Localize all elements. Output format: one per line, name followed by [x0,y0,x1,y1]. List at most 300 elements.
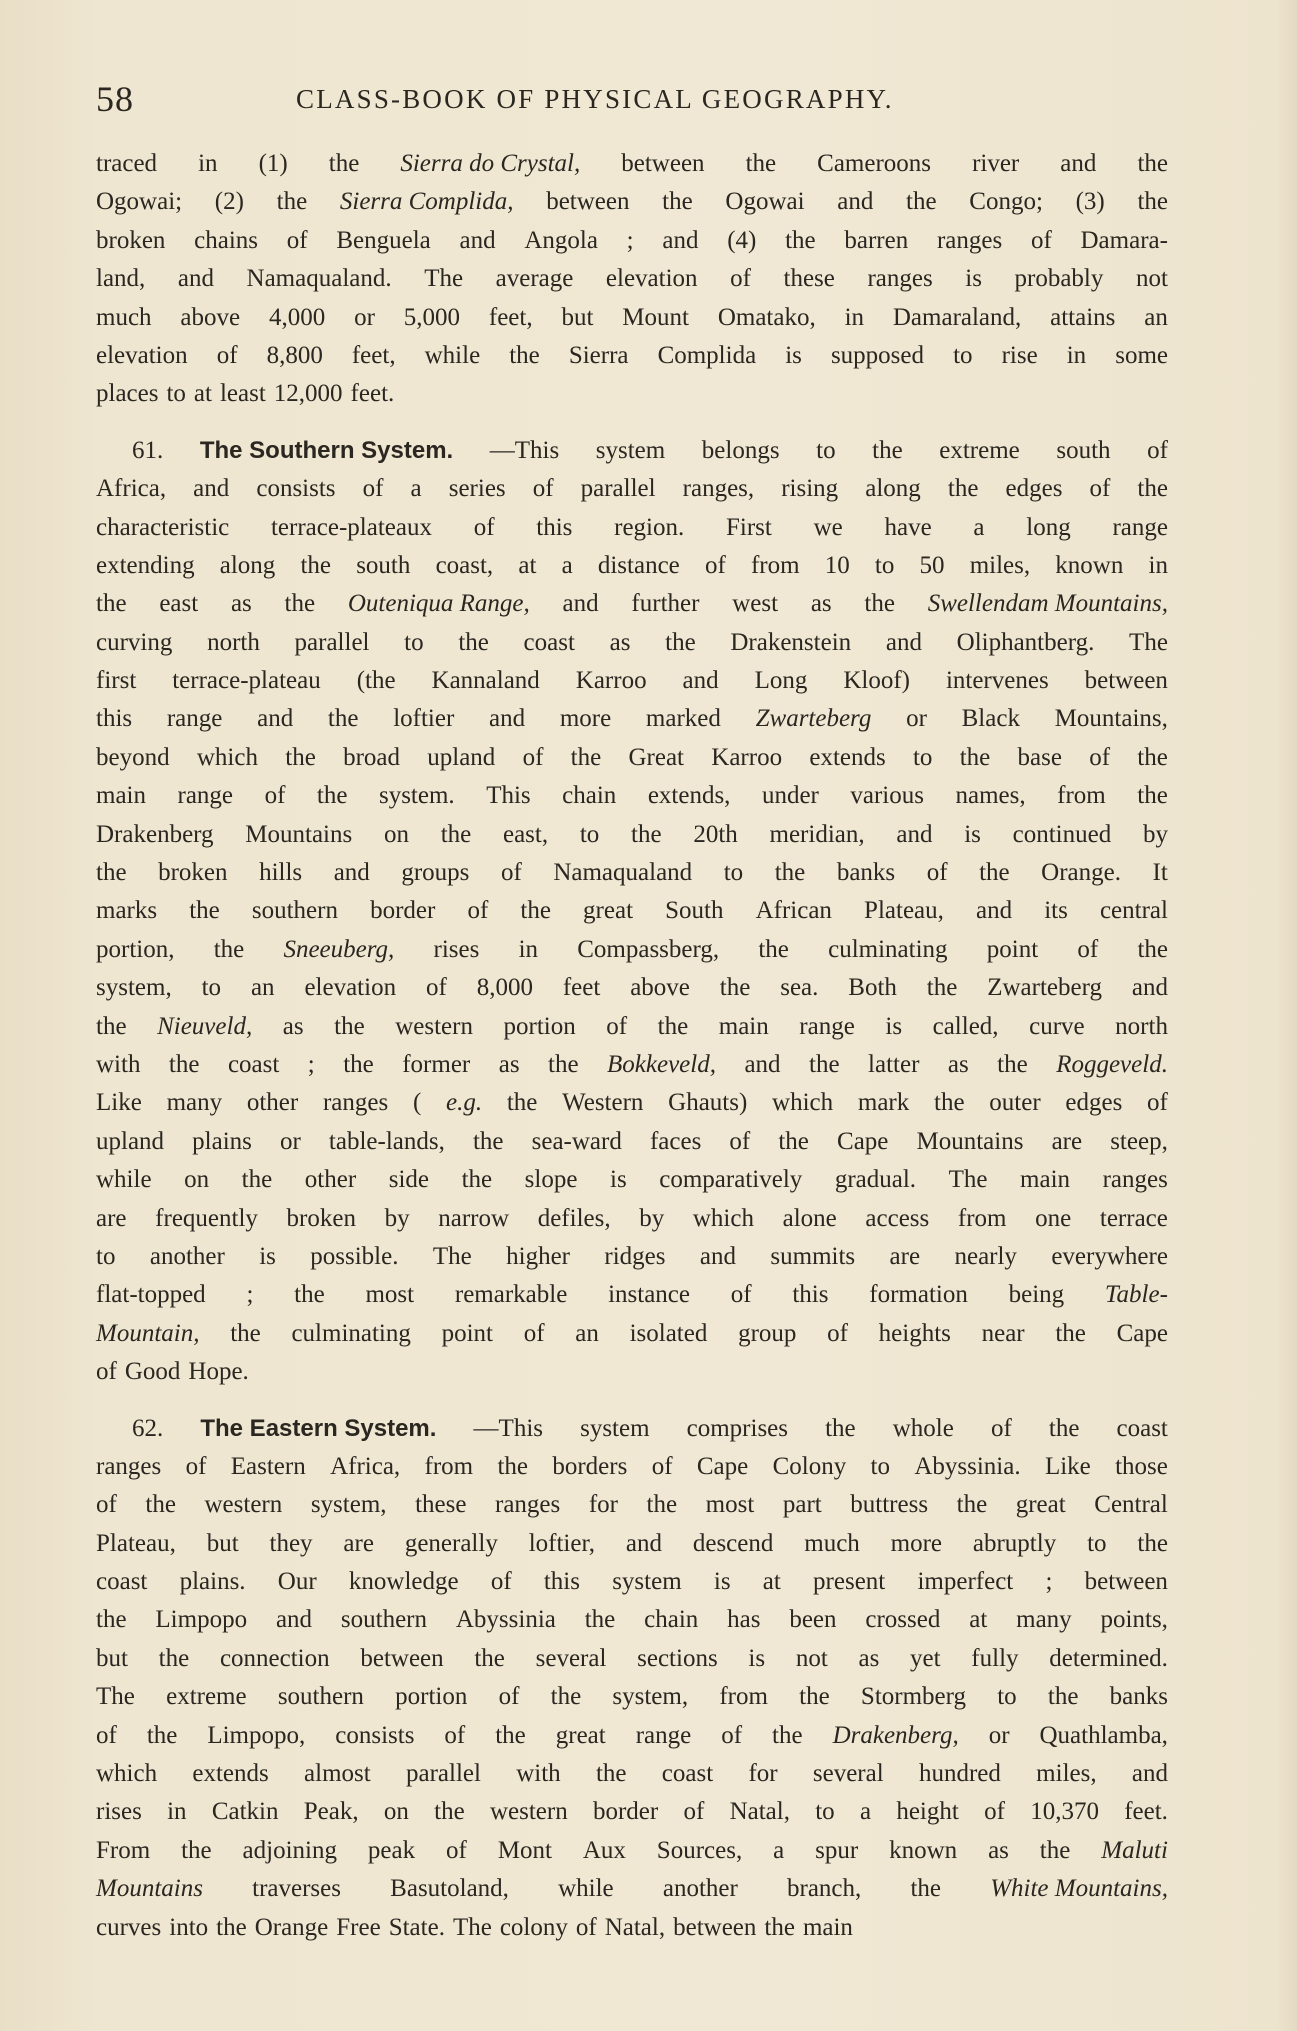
text-line [96,897,1168,935]
word: many [1016,1606,1072,1634]
word: Natal, [729,1798,790,1826]
running-header [96,78,1176,128]
word: (3) [1075,188,1105,216]
word: generally [404,1529,498,1557]
text-line [96,1683,1168,1721]
word: north [207,628,260,656]
word: southern [251,897,338,925]
text-line [96,188,1168,226]
word: the [497,1452,529,1480]
word: range [166,705,223,733]
word: Kloof) [843,667,910,695]
word: and [1131,1760,1168,1788]
text-line [96,380,1168,418]
word: and [177,265,214,293]
text-line [96,1760,1168,1798]
word: but [206,1529,239,1557]
word: of [96,1721,117,1749]
word: from [957,1204,1007,1232]
word: and [459,226,496,254]
word: Catkin [211,1798,279,1826]
word: feet [562,974,601,1002]
text-line [96,1491,1168,1529]
word: to [870,1452,890,1480]
word: an [575,1319,599,1347]
word: land, [96,265,146,293]
word: of [1030,226,1052,254]
word: The [96,1683,135,1711]
word: in [844,303,865,331]
word: (the [356,667,396,695]
word: the [294,1281,325,1309]
word: the [276,188,308,216]
word: former [402,1050,471,1078]
word: Sources, [656,1836,743,1864]
word: first [96,667,137,695]
word: the [764,1913,795,1941]
word: is [610,1166,627,1194]
word: of [446,1836,467,1864]
word: by [1142,820,1168,848]
italic-term: e.g. [446,1089,483,1117]
word: the [662,188,693,216]
word: the [631,820,662,848]
word: the [584,1606,616,1634]
word: to [816,436,836,464]
word: while [424,341,481,369]
word: is [713,1568,731,1596]
word: the [570,743,602,771]
word: extending [96,551,195,579]
text-line [96,552,1168,590]
word: Mountains, [1054,705,1168,733]
word: the [1055,1319,1086,1347]
italic-term: Maluti [1101,1836,1168,1864]
word: the [809,1050,840,1078]
word: flat-topped [96,1281,206,1309]
word: terrace-plateaux [270,513,432,541]
word: of [651,1452,673,1480]
word: The [452,1913,492,1941]
word: determined. [1049,1644,1168,1672]
word: the [506,1089,538,1117]
word: into [169,1913,209,1941]
word: between [1084,667,1168,695]
word: ; [626,226,634,254]
word: Cape [837,1127,889,1155]
word: ranges, [682,475,755,503]
word: more [559,705,612,733]
word: and [562,590,599,618]
word: is [964,820,981,848]
word: continued [1012,820,1112,848]
word: fully [971,1644,1019,1672]
word: Like [96,1089,142,1117]
word: most [365,1281,415,1309]
word: on [383,820,409,848]
word: the [1137,150,1168,177]
word: instance [608,1281,690,1309]
word: rise [1001,341,1038,369]
word: coast [96,1568,148,1596]
word: the [96,859,127,887]
word: the [910,1875,942,1903]
word: these [415,1491,467,1519]
text-line [96,974,1168,1012]
word: the [328,150,360,177]
word: mark [857,1089,910,1117]
word: banks [1109,1683,1168,1711]
word: are [1051,1127,1083,1155]
word: plains [192,1127,252,1155]
word: faces [649,1127,702,1155]
word: system, [612,1683,689,1711]
word: of [532,475,554,503]
word: the [458,628,489,656]
word: the [216,1913,247,1941]
word: of [96,1491,117,1519]
word: latter [868,1050,920,1078]
word: rises [96,1798,142,1826]
italic-term: Sierra do Crystal, [400,150,581,177]
word: frequently [155,1204,258,1232]
word: along [865,475,921,503]
word: plains. [179,1568,246,1596]
word: to [953,341,973,369]
word: and [333,859,370,887]
word: part [782,1491,822,1519]
word: the [334,1012,365,1040]
word: comparatively [659,1166,803,1194]
word: 20th [693,820,738,848]
word: curving [96,628,173,656]
italic-term: Swellendam Mountains, [927,590,1168,618]
word: feet, [488,303,533,331]
word: Namaqualand [553,859,693,887]
word: the [872,436,903,464]
text-line [96,1281,1168,1319]
word: of [1147,436,1168,464]
word: between [546,188,630,216]
word: several [812,1760,884,1788]
word: the [548,1050,579,1078]
word: Like [1044,1452,1091,1480]
word: It [1152,859,1168,887]
word: Drakenstein [730,628,852,656]
word: adjoining [242,1836,337,1864]
word: Angola [524,226,598,254]
word: ranges [322,1089,389,1117]
italic-term: Roggeveld. [1056,1050,1168,1078]
word: of [606,1012,628,1040]
text-line [96,265,1168,303]
word: base [1017,743,1062,771]
text-line [96,304,1168,342]
word: under [761,782,819,810]
italic-term: Drakenberg, [832,1721,959,1749]
word: elevation [96,341,188,369]
word: of [730,265,751,293]
word: have [884,513,932,541]
word: great [1015,1491,1066,1519]
word: coast [523,628,575,656]
word: 4,000 [268,303,326,331]
word: of [984,1798,1005,1826]
word: broad [343,743,400,771]
word: region. [614,513,685,541]
text-line [96,1243,1168,1281]
word: slope [524,1166,578,1194]
text-line [96,821,1168,859]
word: the [96,1012,127,1040]
word: from [719,1683,768,1711]
paragraph [96,437,1168,1397]
word: supposed [830,341,925,369]
word: ; [307,1050,315,1078]
word: western [489,1798,568,1826]
text-line [96,1798,1168,1836]
word: Benguela [336,226,431,254]
word: the [926,974,958,1002]
word: we [813,513,843,541]
word: the [1047,1683,1079,1711]
paragraph-gap [96,419,1168,437]
word: main [1020,1166,1071,1194]
word: above [630,974,690,1002]
word: and [257,705,294,733]
word: loftier, [528,1529,596,1557]
word: between [673,1913,757,1941]
word: Limpopo, [207,1721,306,1749]
word: or [354,303,375,331]
word: feet. [1124,1798,1168,1826]
word: which [96,1760,158,1788]
word: which [196,743,258,771]
word: State. [388,1913,445,1941]
word: Compassberg, [577,935,720,963]
word: culminating [291,1319,411,1347]
word: for [748,1760,778,1788]
word: to [96,1242,116,1270]
word: as [810,590,832,618]
text-line [96,590,1168,628]
italic-term: Sneeuberg, [283,935,395,963]
word: portion [503,1012,576,1040]
word: intervenes [945,667,1049,695]
word: names, [955,782,1026,810]
word: of [473,513,495,541]
word: a [561,551,573,579]
text-line [96,1645,1168,1683]
text-line [96,475,1168,513]
word: Peak, [303,1798,359,1826]
word: ranges [1102,1166,1168,1194]
word: a [859,1798,872,1826]
word: elevation [605,265,698,293]
word: Abyssinia [455,1606,556,1634]
paragraph-gap [96,1397,1168,1415]
word: (2) [214,188,244,216]
word: many [166,1089,223,1117]
word: and [837,188,874,216]
word: Quathlamba, [1039,1721,1168,1749]
word: of [500,859,522,887]
word: and [275,1606,313,1634]
word: the [799,1683,830,1711]
word: this [96,705,133,733]
word: chain [562,782,617,810]
word: an [1144,303,1168,331]
word: a [773,1836,785,1864]
word: while [558,1875,614,1903]
word: parallel [294,628,370,656]
word: least [219,380,266,408]
word: Natal, [604,1913,666,1941]
word: ranges [495,1491,561,1519]
word: traverses [252,1875,341,1903]
word: the [1137,782,1168,810]
word: feet. [350,380,395,408]
word: as [282,1012,304,1040]
word: or [279,1127,301,1155]
word: western [395,1012,473,1040]
word: Mountains [916,1127,1024,1155]
word: and [744,1050,781,1078]
word: not [1135,265,1168,293]
word: Black [961,705,1020,733]
word: ranges [96,1452,162,1480]
word: has [727,1606,761,1634]
word: further [631,590,700,618]
word: Namaqualand. [246,265,392,293]
italic-term: Mountain, [96,1319,200,1347]
word: the [461,1166,493,1194]
word: crossed [865,1606,941,1634]
word: the [343,1050,374,1078]
word: to [912,743,933,771]
word: the [146,1721,178,1749]
word: at [193,380,212,408]
word: the [189,897,220,925]
word: portion, [96,935,175,963]
text-line [96,1128,1168,1166]
word: another [662,1875,738,1903]
text-line [96,1837,1168,1875]
word: almost [304,1760,371,1788]
word: the [181,1836,212,1864]
word: edges [1065,1089,1123,1117]
word: to [166,380,186,408]
word: isolated [629,1319,708,1347]
word: in [518,935,539,963]
word: to [201,974,222,1002]
word: is [785,341,802,369]
word: extreme [166,1683,247,1711]
word: Our [277,1568,317,1596]
word: of [264,782,286,810]
word: of [1089,743,1111,771]
word: Zwarteberg [987,974,1102,1002]
word: hills [259,859,303,887]
italic-term: Bokkeveld, [607,1050,716,1078]
word: marks [96,897,158,925]
text-line [96,227,1168,265]
word: the [285,743,316,771]
word: sections [637,1644,718,1672]
word: the [646,1491,678,1519]
word: Orange [254,1913,329,1941]
word: barren [844,226,909,254]
section-heading: The Southern System. [199,436,454,464]
page-edge-shadow [1275,0,1297,2031]
word: ranges [867,265,933,293]
word: Africa, [96,475,167,503]
word: (1) [258,150,288,177]
word: This [486,782,531,810]
word: in [1148,551,1168,579]
word: consists [335,1721,415,1749]
word: coast [661,1760,714,1788]
word: south [1056,436,1111,464]
word: extends [809,743,886,771]
text-line [96,782,1168,820]
word: The [432,1242,472,1270]
word: Central [1094,1491,1168,1519]
text-line [96,1051,1168,1089]
word: above [180,303,241,331]
word: they [269,1529,313,1557]
text-line [96,1013,1168,1051]
word: not [795,1644,828,1672]
word: as [609,628,631,656]
word: table-lands, [328,1127,445,1155]
word: southern [277,1683,364,1711]
word: Long [754,667,808,695]
word: and [1060,150,1097,177]
word: but [96,1644,128,1672]
word: of [683,1798,705,1826]
word: as [947,1050,969,1078]
word: to [997,1683,1017,1711]
word: and [682,667,719,695]
word: and [193,475,230,503]
word: or [906,705,927,733]
text-line [96,1089,1168,1127]
word: extends, [647,782,731,810]
word: to [815,1798,835,1826]
word: of [704,551,726,579]
word: Stormberg [860,1683,967,1711]
word: attains [1050,303,1116,331]
word: everywhere [1051,1242,1168,1270]
text-line [96,1606,1168,1644]
word: colony [499,1913,568,1941]
word: the [956,1491,988,1519]
word: abruptly [972,1529,1057,1557]
word: from [750,551,800,579]
word: in [1066,341,1087,369]
word: group [738,1319,797,1347]
word: more [890,1529,943,1557]
word: chain [644,1606,699,1634]
text-line [96,1453,1168,1491]
word: probably [1014,265,1104,293]
word: of [575,1913,597,1941]
word: from [424,1452,474,1480]
paragraph [96,1415,1168,1952]
text-line [96,1530,1168,1568]
word: or [988,1721,1010,1749]
